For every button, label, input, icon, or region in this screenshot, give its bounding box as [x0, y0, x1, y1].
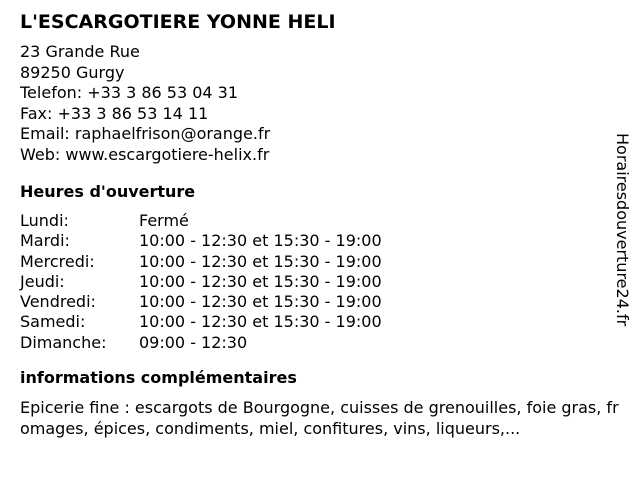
hours-row [20, 333, 620, 353]
fax-number: Fax: +33 3 86 53 14 11 [20, 103, 209, 123]
hours-day: Mardi: [20, 231, 70, 251]
hours-day: Dimanche: [20, 332, 107, 352]
site-watermark: Horairesdouverture24.fr [613, 133, 632, 327]
business-card [20, 10, 620, 439]
hours-row [20, 252, 620, 272]
hours-row [20, 272, 620, 292]
hours-row [20, 312, 620, 332]
hours-time: Fermé [139, 211, 189, 230]
hours-heading: Heures d'ouverture [20, 182, 196, 201]
hours-time: 10:00 - 12:30 et 15:30 - 19:00 [139, 292, 382, 312]
hours-day: Mercredi: [20, 251, 95, 271]
hours-time: 10:00 - 12:30 et 15:30 - 19:00 [139, 271, 382, 291]
hours-time: 10:00 - 12:30 et 15:30 - 19:00 [139, 251, 382, 271]
hours-row [20, 231, 620, 251]
website-address: Web: www.escargotiere-helix.fr [20, 144, 270, 164]
address-city: 89250 Gurgy [20, 62, 125, 82]
hours-day: Samedi: [20, 312, 86, 332]
hours-day: Jeudi: [20, 271, 65, 291]
hours-row [20, 292, 620, 312]
hours-day: Lundi: [20, 211, 69, 230]
email-address: Email: raphaelfrison@orange.fr [20, 124, 271, 143]
hours-row [20, 211, 620, 231]
hours-time: 10:00 - 12:30 et 15:30 - 19:00 [139, 312, 382, 332]
info-heading: informations complémentaires [20, 368, 297, 388]
hours-time: 10:00 - 12:30 et 15:30 - 19:00 [139, 231, 382, 251]
info-description: Epicerie fine : escargots de Bourgogne, cuisses de grenouilles, foie gras, fromages, épices, condiments, miel, confitures, vins, liqueurs,... [20, 398, 619, 438]
hours-day: Vendredi: [20, 292, 96, 312]
address-block [20, 42, 620, 165]
hours-time: 09:00 - 12:30 [139, 332, 248, 352]
opening-hours-table [20, 211, 620, 353]
phone-number: Telefon: +33 3 86 53 04 31 [20, 83, 239, 102]
business-name: L'ESCARGOTIERE YONNE HELI [20, 11, 336, 33]
address-street: 23 Grande Rue [20, 42, 140, 61]
